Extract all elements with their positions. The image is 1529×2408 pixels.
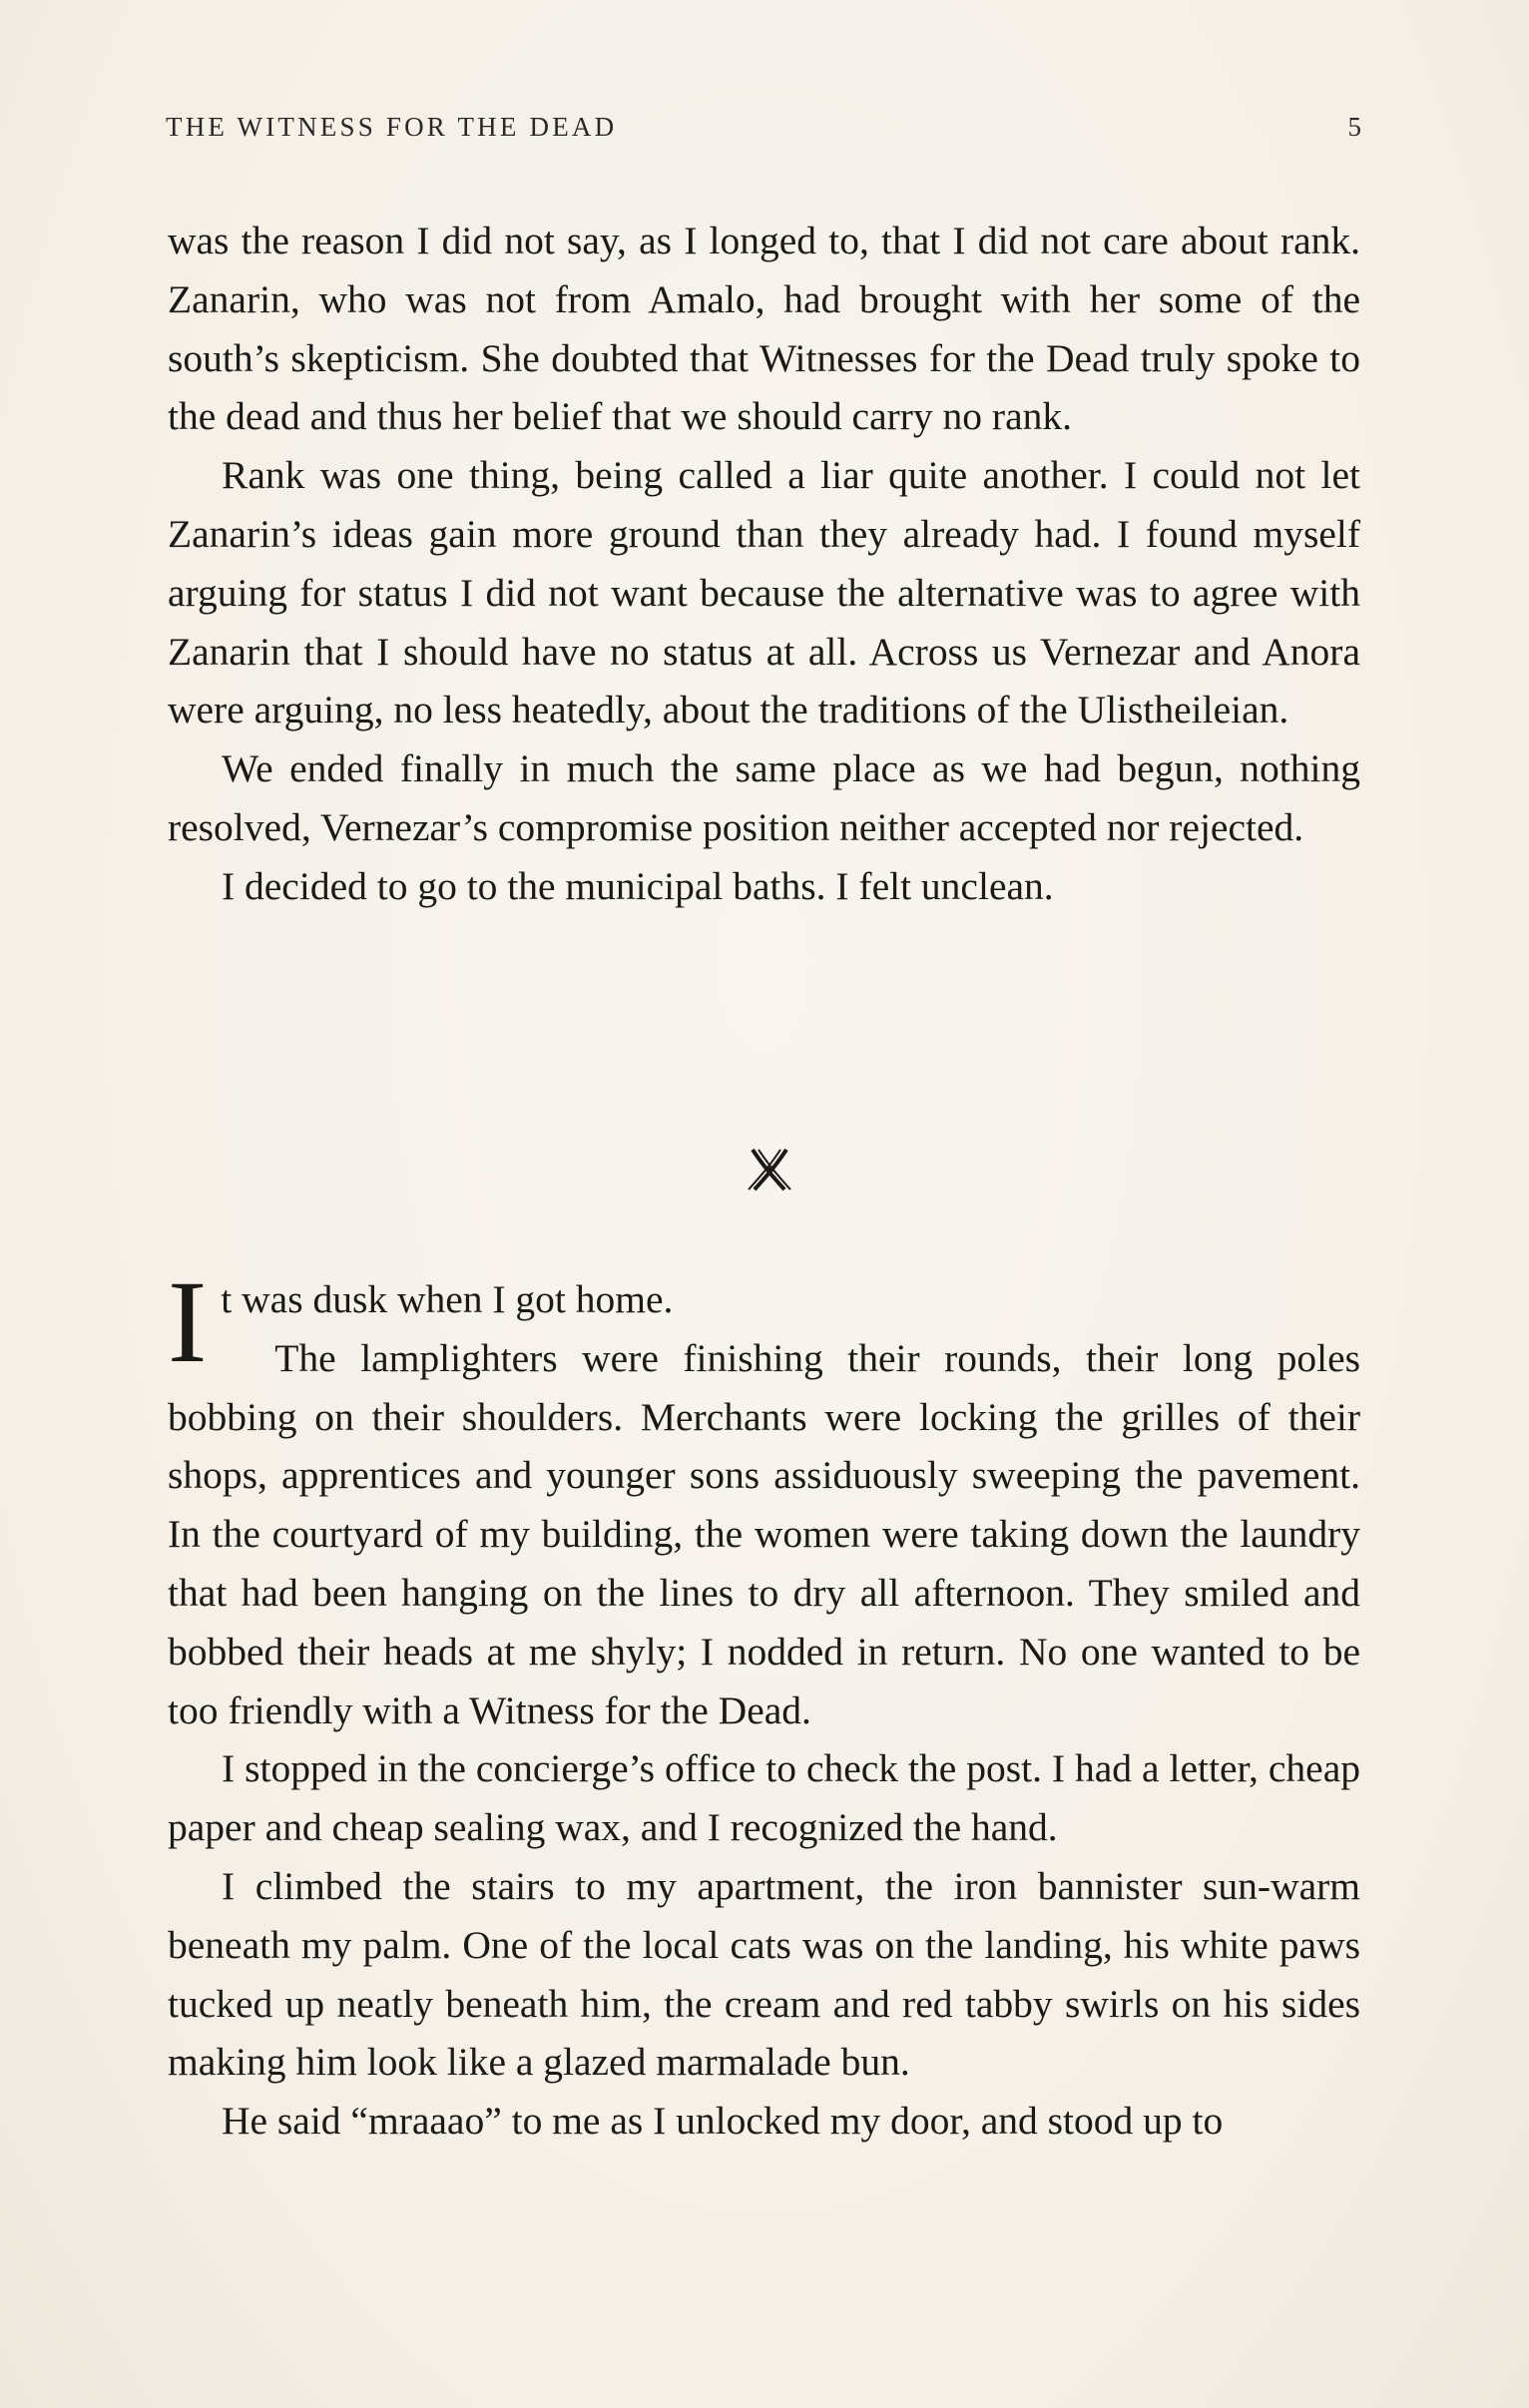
paragraph: Rank was one thing, being called a liar quite another. I could not let Zanarin’s ideas gain more ground than they already had. I found myself arguing for status I did not want because the alternative was to agree with Zanarin that I should have no status at all. Across us Vernezar and Anora were arguing, no less heatedly, about the traditions of the Ulistheileian. (168, 453, 1360, 732)
drop-cap: I (168, 1256, 208, 1387)
paragraph: He said “mraaao” to me as I unlocked my door, and stood up to (222, 2099, 1224, 2144)
paragraph: The lamplighters were finishing their rounds, their long poles bobbing on their shoulders. Merchants were locking the grilles of their shops, apprentices and younger sons assiduously sweeping the pavement. In the courtyard of my building, the women were taking down the laundry that had been hanging on the lines to dry all afternoon. They smiled and bobbed their heads at me shyly; I nodded in return. No one wanted to be too friendly with a Witness for the Dead. (168, 1335, 1360, 1732)
paragraph-opening: t was dusk when I got home. (221, 1277, 674, 1321)
paragraph: was the reason I did not say, as I longed to, that I did not care about rank. Zanarin, who was not from Amalo, had brought with her some of the south’s skepticism. She doubted that Witnesses for the Dead truly spoke to the dead and thus her belief that we should carry no rank. (168, 219, 1360, 439)
paragraph: We ended finally in much the same place as we had begun, nothing resolved, Vernezar’s compromise position neither accepted nor rejected. (168, 746, 1360, 849)
paragraph: I climbed the stairs to my apartment, the iron bannister sun-warm beneath my palm. One of the local cats was on the landing, his white paws tucked up neatly beneath him, the cream and red tabby swirls on his sides making him look like a glazed marmalade bun. (168, 1863, 1360, 2085)
text-block-1 (168, 212, 1360, 916)
paragraph: I stopped in the concierge’s office to check the post. I had a letter, cheap paper and cheap sealing wax, and I recognized the hand. (168, 1746, 1360, 1850)
book-title: THE WITNESS FOR THE DEAD (166, 112, 618, 142)
text-block-2 (168, 1256, 1360, 2151)
running-head (166, 112, 1361, 152)
page-number: 5 (1347, 112, 1361, 142)
paragraph: I decided to go to the municipal baths. I felt unclean. (222, 863, 1054, 908)
section-break-ornament-icon (741, 1140, 800, 1200)
paragraph (168, 1256, 1360, 1387)
